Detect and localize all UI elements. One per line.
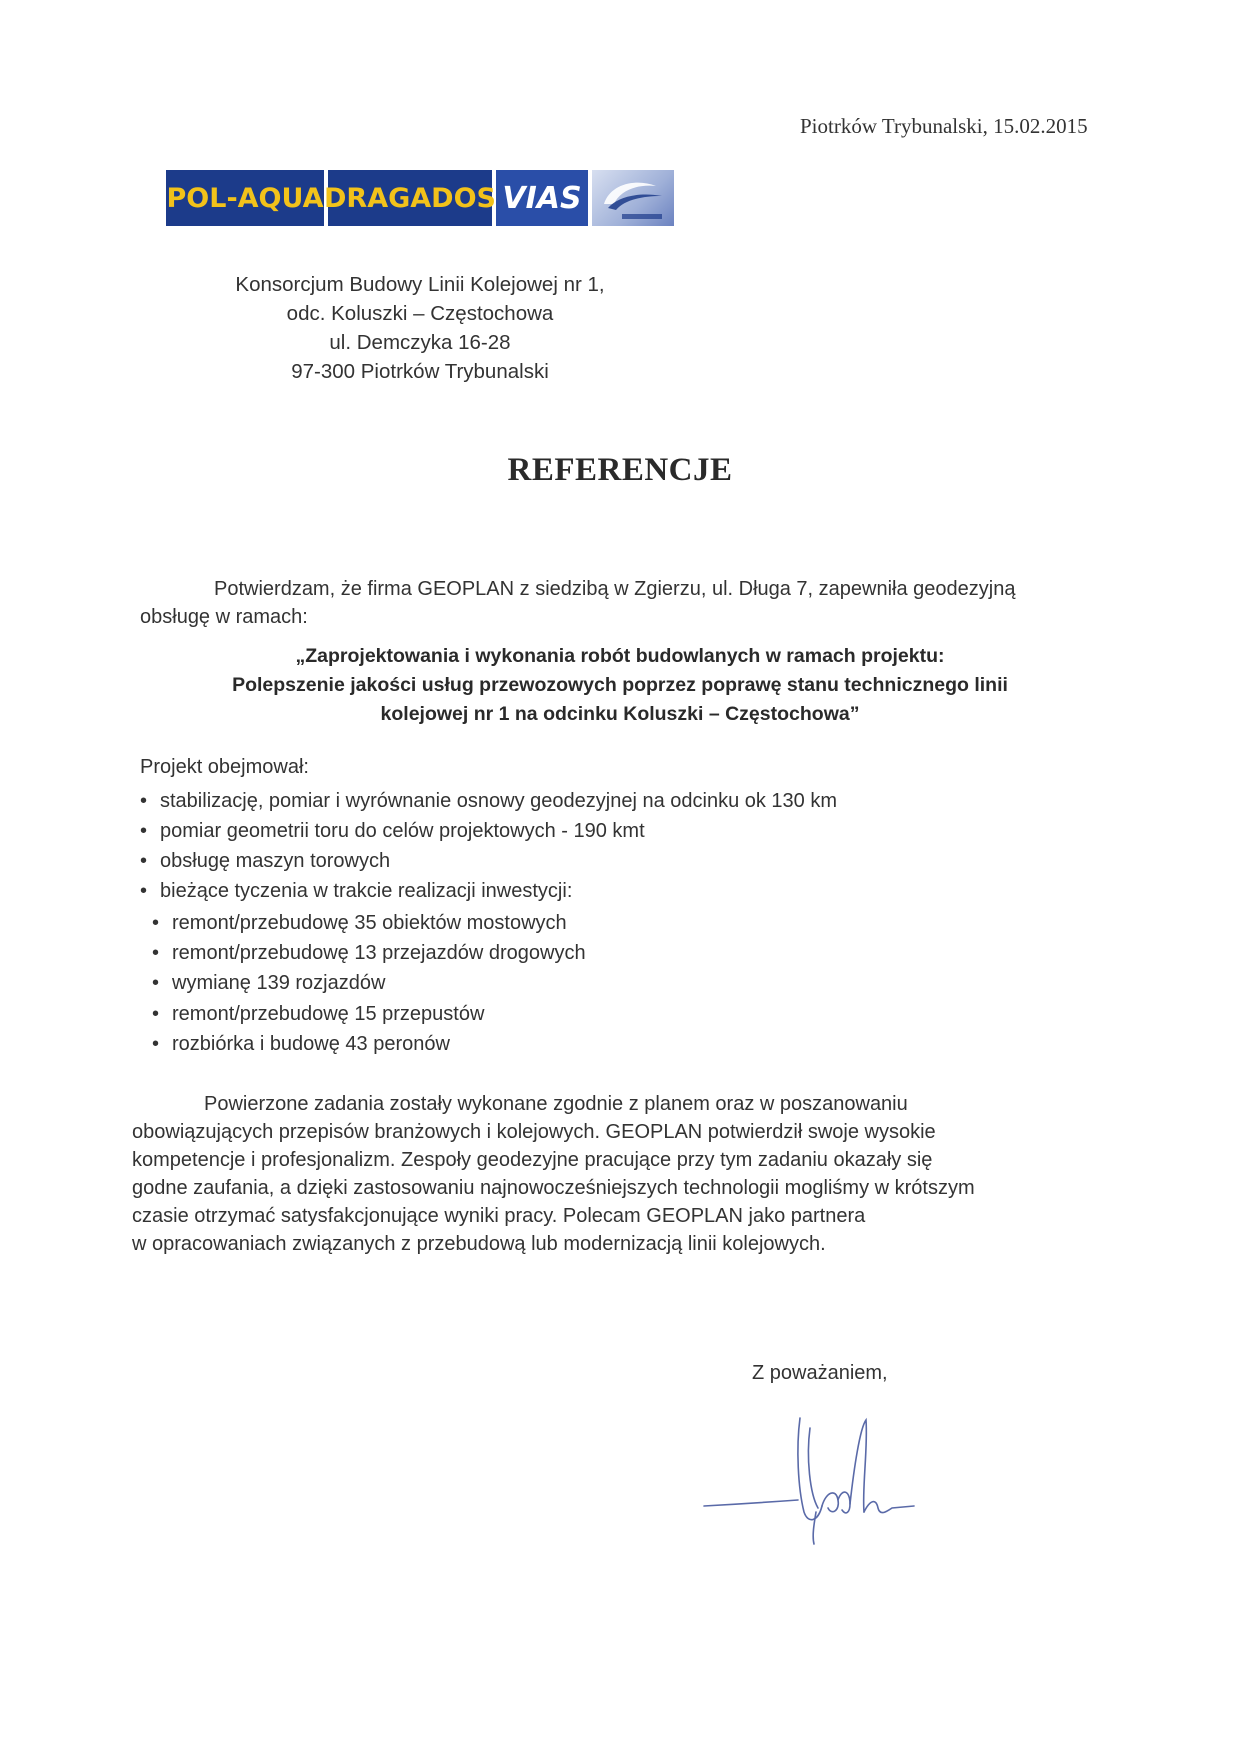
project-title: [150, 642, 1090, 729]
electren-logo: [592, 170, 674, 226]
intro-paragraph: [140, 575, 1115, 631]
place-date: Piotrków Trybunalski, 15.02.2015: [800, 114, 1088, 138]
vias-logo: VIAS: [496, 170, 588, 226]
list-item: • stabilizację, pomiar i wyrównanie osnowy geodezyjnej na odcinku ok 130 km: [140, 790, 838, 812]
recipient-line: Konsorcjum Budowy Linii Kolejowej nr 1,: [235, 273, 605, 296]
sub-list-item: • remont/przebudowę 35 obiektów mostowych: [152, 912, 567, 934]
sub-list-item: • wymianę 139 rozjazdów: [152, 972, 386, 994]
closing-line: w opracowaniach związanych z przebudową lub modernizacją linii kolejowych.: [132, 1233, 826, 1255]
handwritten-signature: [700, 1408, 920, 1553]
bullet-icon: •: [140, 820, 148, 842]
scope-lead: Projekt obejmował:: [140, 756, 309, 778]
closing-line: godne zaufania, a dzięki zastosowaniu najnowocześniejszych technologii mogliśmy w krótszym: [132, 1177, 975, 1199]
document-title: REFERENCJE: [507, 452, 733, 488]
bullet-icon: •: [152, 1033, 160, 1055]
list-item: • pomiar geometrii toru do celów projektowych - 190 kmt: [140, 820, 645, 842]
consortium-logos: [166, 170, 674, 226]
bullet-icon: •: [152, 972, 160, 994]
project-line: „Zaprojektowania i wykonania robót budowlanych w ramach projektu:: [295, 645, 945, 667]
recipient-line: odc. Koluszki – Częstochowa: [286, 302, 554, 325]
sub-list-item: • rozbiórka i budowę 43 peronów: [152, 1033, 450, 1055]
sub-list-item: • remont/przebudowę 13 przejazdów drogowych: [152, 942, 586, 964]
bullet-icon: •: [152, 1003, 160, 1025]
list-item: • obsługę maszyn torowych: [140, 850, 391, 872]
dragados-logo: DRAGADOS: [328, 170, 492, 226]
polaqua-logo: POL-AQUA: [166, 170, 324, 226]
bullet-icon: •: [140, 880, 148, 902]
recipient-address: [210, 270, 630, 386]
electren-swoosh-icon: [592, 170, 674, 226]
intro-line: Potwierdzam, że firma GEOPLAN z siedzibą w Zgierzu, ul. Długa 7, zapewniła geodezyjną: [214, 578, 1016, 600]
signature-icon: [700, 1408, 920, 1548]
list-item: • bieżące tyczenia w trakcie realizacji inwestycji:: [140, 880, 573, 902]
bullet-icon: •: [140, 850, 148, 872]
bullet-icon: •: [152, 942, 160, 964]
closing-line: czasie otrzymać satysfakcjonujące wyniki pracy. Polecam GEOPLAN jako partnera: [132, 1205, 866, 1227]
regards-text: Z poważaniem,: [752, 1362, 888, 1384]
closing-line: Powierzone zadania zostały wykonane zgodnie z planem oraz w poszanowaniu: [204, 1093, 908, 1115]
project-line: kolejowej nr 1 na odcinku Koluszki – Częstochowa”: [380, 703, 860, 725]
bullet-icon: •: [152, 912, 160, 934]
sub-list-item: • remont/przebudowę 15 przepustów: [152, 1003, 485, 1025]
closing-line: kompetencje i profesjonalizm. Zespoły geodezyjne pracujące przy tym zadaniu okazały się: [132, 1149, 933, 1171]
project-line: Polepszenie jakości usług przewozowych poprzez poprawę stanu technicznego linii: [232, 674, 1008, 696]
closing-line: obowiązujących przepisów branżowych i kolejowych. GEOPLAN potwierdził swoje wysokie: [132, 1121, 936, 1143]
bullet-icon: •: [140, 790, 148, 812]
recipient-line: ul. Demczyka 16-28: [329, 331, 511, 354]
intro-line: obsługę w ramach:: [140, 606, 308, 628]
closing-paragraph: [132, 1090, 1104, 1258]
recipient-line: 97-300 Piotrków Trybunalski: [291, 360, 549, 383]
